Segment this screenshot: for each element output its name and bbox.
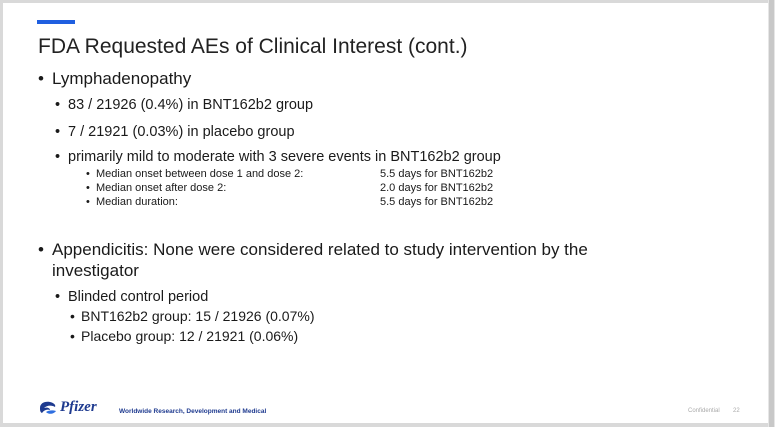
list-item-text: 7 / 21921 (0.03%) in placebo group (68, 124, 295, 140)
bullet-icon: • (55, 97, 61, 113)
list-item (70, 328, 298, 344)
list-item-text: Blinded control period (68, 289, 209, 305)
list-item-text: Placebo group: 12 / 21921 (0.06%) (81, 328, 299, 344)
list-item (70, 308, 315, 324)
bullet-icon: • (55, 289, 61, 305)
detail-label: Median onset after dose 2: (96, 182, 227, 194)
appendicitis-heading (38, 240, 588, 260)
scrollbar-track[interactable] (768, 0, 775, 427)
detail-row-label (86, 168, 303, 180)
footer-tagline: Worldwide Research, Development and Medical (119, 408, 267, 415)
detail-label: Median duration: (96, 196, 178, 208)
list-item-text: primarily mild to moderate with 3 severe events in BNT162b2 group (68, 149, 501, 165)
detail-row-label (86, 196, 178, 208)
detail-value: 2.0 days for BNT162b2 (380, 182, 494, 194)
title-accent-bar (37, 20, 75, 24)
detail-label: Median onset between dose 1 and dose 2: (96, 168, 304, 180)
bullet-icon: • (86, 168, 90, 180)
bullet-icon: • (70, 308, 75, 324)
bullet-icon: • (38, 240, 44, 259)
pfizer-logo (38, 399, 97, 416)
list-item (55, 149, 501, 165)
list-item (55, 97, 313, 113)
slide (3, 3, 768, 423)
page-number: 22 (733, 408, 740, 414)
lymphadenopathy-label: Lymphadenopathy (52, 69, 192, 88)
logo-wordmark: Pfizer (60, 399, 97, 415)
bullet-icon: • (55, 149, 61, 165)
list-item (55, 124, 295, 140)
list-item (55, 289, 208, 305)
detail-row-label (86, 182, 226, 194)
pfizer-logo-icon (38, 400, 58, 416)
list-item-text: BNT162b2 group: 15 / 21926 (0.07%) (81, 308, 315, 324)
detail-value: 5.5 days for BNT162b2 (380, 196, 494, 208)
slide-title: FDA Requested AEs of Clinical Interest (cont.) (38, 35, 468, 58)
bullet-icon: • (86, 196, 90, 208)
appendicitis-heading-line2: investigator (52, 261, 139, 280)
bullet-icon: • (86, 182, 90, 194)
detail-value: 5.5 days for BNT162b2 (380, 168, 494, 180)
confidential-label: Confidential (688, 408, 720, 414)
bullet-icon: • (70, 328, 75, 344)
appendicitis-heading-line1: Appendicitis: None were considered related to study intervention by the (52, 240, 588, 259)
list-item-text: 83 / 21926 (0.4%) in BNT162b2 group (68, 97, 314, 113)
bullet-icon: • (55, 124, 61, 140)
lymphadenopathy-heading (38, 69, 191, 89)
scrollbar-thumb[interactable] (769, 0, 774, 427)
bullet-icon: • (38, 69, 44, 88)
